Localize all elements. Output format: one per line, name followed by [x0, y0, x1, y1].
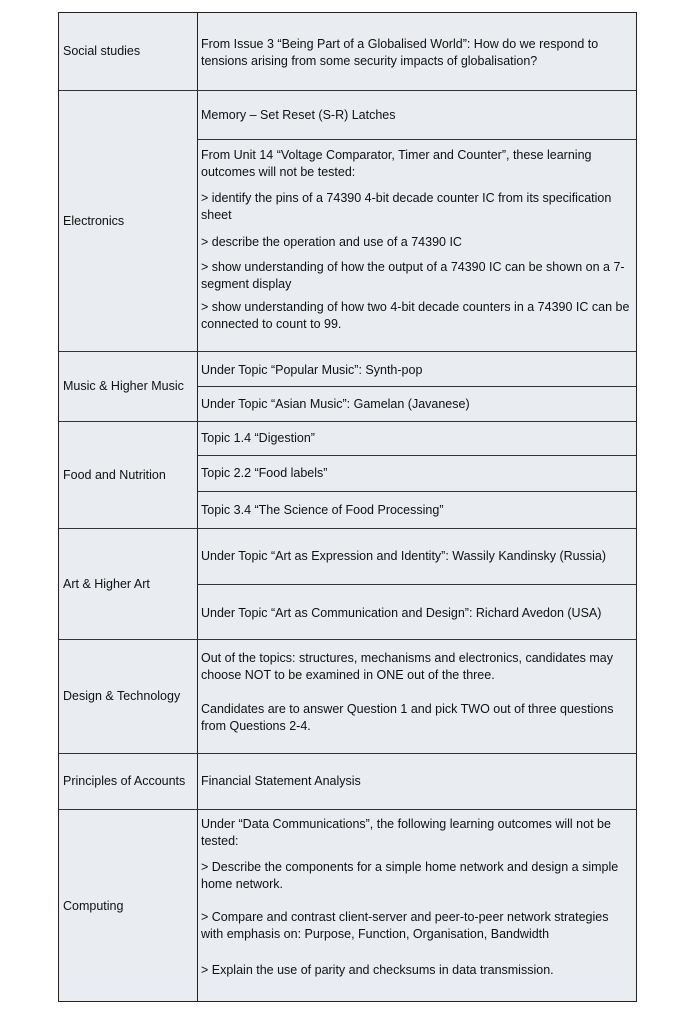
subrow-divider [198, 491, 636, 492]
music-topic: Under Topic “Asian Music”: Gamelan (Javanese) [201, 397, 470, 411]
row-divider [59, 90, 636, 91]
subrow-divider [198, 584, 636, 585]
dt-note: Out of the topics: structures, mechanisms and electronics, candidates may choose NOT to be examined in ONE out of the three. [201, 651, 613, 682]
subject-design-technology: Design & Technology [63, 689, 181, 703]
row-divider [59, 639, 636, 640]
subject-computing: Computing [63, 899, 124, 913]
subrow-divider [198, 386, 636, 387]
subject-social-studies: Social studies [63, 44, 141, 58]
row-divider [59, 351, 636, 352]
computing-outcome: > Explain the use of parity and checksums in data transmission. [201, 963, 554, 977]
computing-outcome: > Describe the components for a simple home network and design a simple home network. [201, 860, 619, 891]
subject-food-nutrition: Food and Nutrition [63, 468, 166, 482]
electronics-outcome: > identify the pins of a 74390 4-bit decade counter IC from its specification sheet [201, 191, 612, 222]
poa-topic: Financial Statement Analysis [201, 774, 361, 788]
electronics-outcome: > show understanding of how the output of a 74390 IC can be shown on a 7-segment display [201, 260, 625, 291]
electronics-outcome: > show understanding of how two 4-bit decade counters in a 74390 IC can be connected to count to 99. [201, 300, 630, 331]
row-divider [59, 809, 636, 810]
art-topic: Under Topic “Art as Communication and Design”: Richard Avedon (USA) [201, 606, 602, 620]
electronics-topic: Memory – Set Reset (S-R) Latches [201, 108, 396, 122]
row-divider [59, 528, 636, 529]
computing-intro: Under “Data Communications”, the following learning outcomes will not be tested: [201, 817, 611, 848]
subrow-divider [198, 455, 636, 456]
row-divider [59, 421, 636, 422]
subject-principles-of-accounts: Principles of Accounts [63, 774, 186, 788]
subject-art: Art & Higher Art [63, 577, 150, 591]
subject-electronics: Electronics [63, 214, 125, 228]
food-topic: Topic 2.2 “Food labels” [201, 466, 328, 480]
column-divider [197, 13, 198, 1001]
subject-music: Music & Higher Music [63, 379, 184, 393]
row-divider [59, 753, 636, 754]
syllabus-exclusions-table [58, 12, 637, 1002]
music-topic: Under Topic “Popular Music”: Synth-pop [201, 363, 423, 377]
food-topic: Topic 3.4 “The Science of Food Processing” [201, 503, 444, 517]
subrow-divider [198, 139, 636, 140]
dt-note: Candidates are to answer Question 1 and pick TWO out of three questions from Questions 2-4. [201, 702, 614, 733]
computing-outcome: > Compare and contrast client-server and peer-to-peer network strategies with emphasis on: Purpose, Function, Organisation, Bandwidth [201, 910, 609, 941]
electronics-intro: From Unit 14 “Voltage Comparator, Timer and Counter”, these learning outcomes will not be tested: [201, 148, 592, 179]
art-topic: Under Topic “Art as Expression and Identity”: Wassily Kandinsky (Russia) [201, 549, 607, 563]
social-studies-content: From Issue 3 “Being Part of a Globalised World”: How do we respond to tensions arising from some security impacts of globalisation? [201, 37, 599, 68]
electronics-outcome: > describe the operation and use of a 74390 IC [201, 235, 462, 249]
food-topic: Topic 1.4 “Digestion” [201, 431, 315, 445]
